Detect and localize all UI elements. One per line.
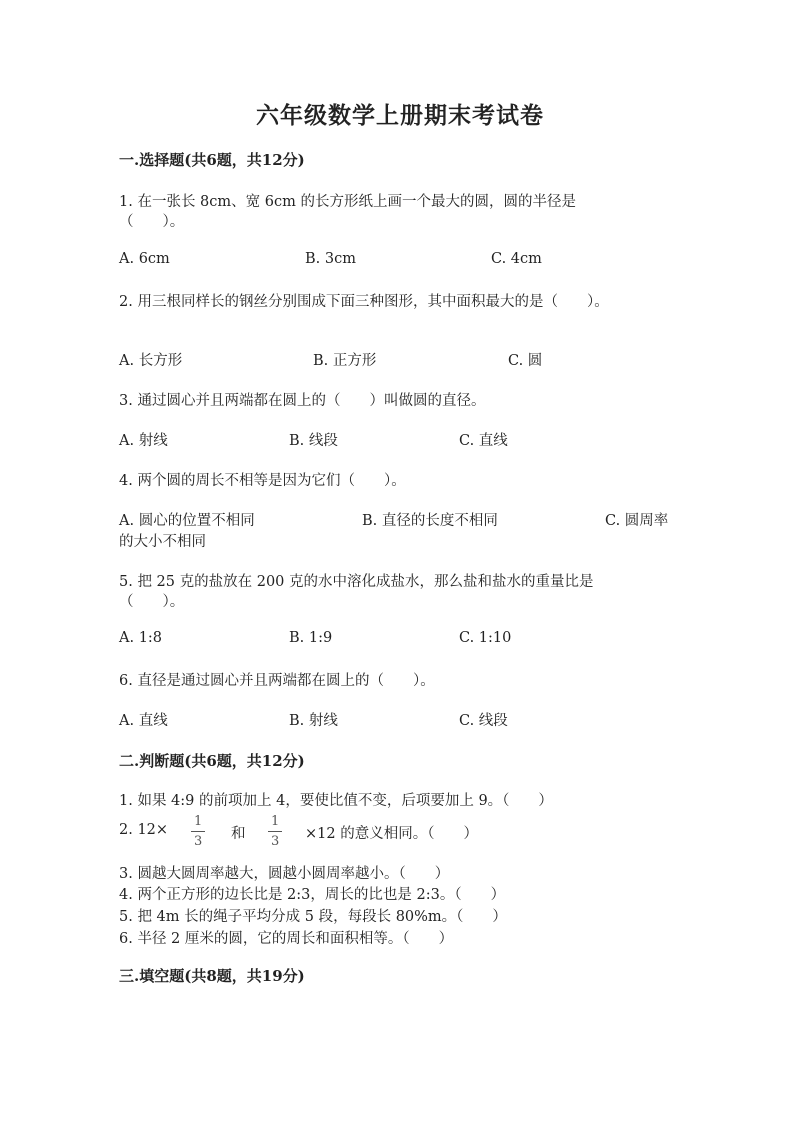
judge-question-2-suffix: ×12 的意义相同。（ ） — [305, 826, 478, 842]
question-4-stem: 4. 两个圆的周长不相等是因为它们（ ）。 — [119, 473, 406, 489]
judge-question-1: 1. 如果 4:9 的前项加上 4，要使比值不变，后项要加上 9。（ ） — [119, 793, 553, 809]
question-6-option-a: A. 直线 — [119, 713, 168, 729]
judge-question-2-and: 和 — [231, 826, 246, 842]
question-4-option-a: A. 圆心的位置不相同 — [119, 513, 255, 529]
question-5-stem-cont: （ ）。 — [119, 594, 185, 610]
question-2-option-b: B. 正方形 — [313, 353, 377, 369]
fraction-denominator: 3 — [194, 834, 203, 849]
question-5-option-b: B. 1:9 — [289, 630, 333, 646]
question-1-stem: 1. 在一张长 8cm、宽 6cm 的长方形纸上画一个最大的圆，圆的半径是 — [119, 194, 576, 210]
question-3-option-c: C. 直线 — [459, 433, 508, 449]
question-1-option-b: B. 3cm — [305, 251, 356, 267]
page-title: 六年级数学上册期末考试卷 — [256, 102, 544, 129]
section-heading-choice: 一.选择题(共6题，共12分) — [119, 151, 305, 169]
question-5-option-a: A. 1:8 — [119, 630, 163, 646]
judge-question-3: 3. 圆越大圆周率越大，圆越小圆周率越小。（ ） — [119, 866, 450, 882]
fraction-bar — [268, 831, 282, 832]
fraction-one-third-a — [191, 814, 205, 849]
fraction-numerator: 1 — [194, 814, 203, 829]
question-4-option-c-cont: 的大小不相同 — [119, 534, 206, 550]
question-5-stem: 5. 把 25 克的盐放在 200 克的水中溶化成盐水，那么盐和盐水的重量比是 — [119, 574, 594, 590]
fraction-numerator: 1 — [271, 814, 280, 829]
question-2-option-c: C. 圆 — [508, 353, 543, 369]
question-2-stem: 2. 用三根同样长的钢丝分别围成下面三种图形，其中面积最大的是（ ）。 — [119, 294, 609, 310]
question-5-option-c: C. 1:10 — [459, 630, 512, 646]
question-3-option-b: B. 线段 — [289, 433, 338, 449]
judge-question-2-prefix: 2. 12× — [119, 822, 169, 838]
section-heading-fill: 三.填空题(共8题，共19分) — [119, 967, 305, 985]
question-3-option-a: A. 射线 — [119, 433, 168, 449]
question-1-option-c: C. 4cm — [491, 251, 542, 267]
question-4-option-c: C. 圆周率 — [605, 513, 669, 529]
question-1-option-a: A. 6cm — [119, 251, 170, 267]
section-heading-judge: 二.判断题(共6题，共12分) — [119, 752, 305, 770]
judge-question-6: 6. 半径 2 厘米的圆，它的周长和面积相等。（ ） — [119, 931, 454, 947]
question-6-option-c: C. 线段 — [459, 713, 508, 729]
question-4-option-b: B. 直径的长度不相同 — [362, 513, 498, 529]
judge-question-4: 4. 两个正方形的边长比是 2:3，周长的比也是 2:3。（ ） — [119, 887, 506, 903]
question-2-option-a: A. 长方形 — [119, 353, 183, 369]
question-6-stem: 6. 直径是通过圆心并且两端都在圆上的（ ）。 — [119, 673, 435, 689]
question-1-stem-cont: （ ）。 — [119, 214, 185, 230]
question-6-option-b: B. 射线 — [289, 713, 338, 729]
judge-question-5: 5. 把 4m 长的绳子平均分成 5 段，每段长 80%m。（ ） — [119, 909, 507, 925]
question-3-stem: 3. 通过圆心并且两端都在圆上的（ ）叫做圆的直径。 — [119, 393, 486, 409]
fraction-one-third-b — [268, 814, 282, 849]
fraction-bar — [191, 831, 205, 832]
fraction-denominator: 3 — [271, 834, 280, 849]
